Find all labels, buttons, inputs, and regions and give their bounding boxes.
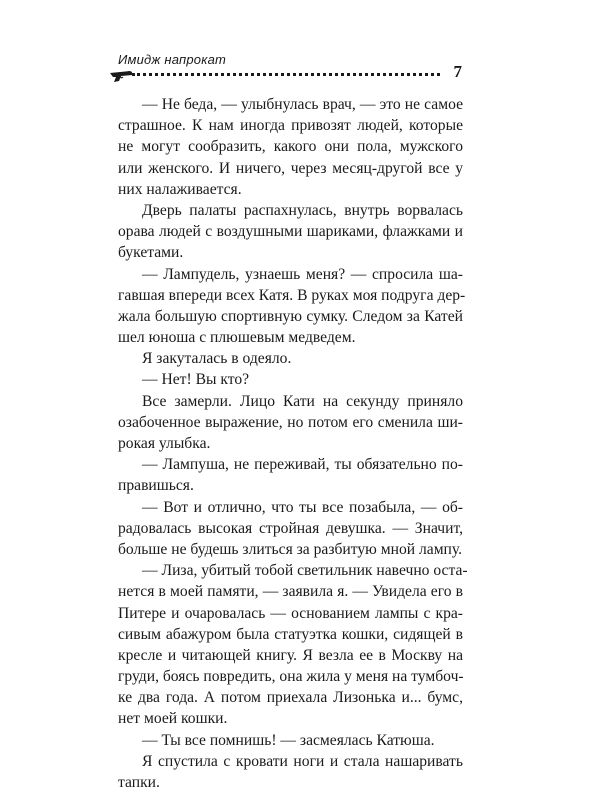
text-line: — Лампуша, не переживай, ты обязательно по-	[142, 456, 463, 474]
text-line: озабоченное выражение, но потом его сменила ши-	[118, 413, 463, 431]
text-line: — Лампудель, узнаешь меня? — спросила ша-	[142, 265, 463, 283]
text-line: Я спустила с кровати ноги и стала нашаривать	[142, 752, 463, 770]
dotted-rule	[132, 73, 440, 76]
text-line: ке два года. А потом приехала Лизонька и... бумс,	[118, 689, 463, 707]
text-line: букетами.	[118, 244, 184, 262]
text-line: не могут сообразить, какого они пола, мужского	[118, 138, 463, 156]
text-line: груди, боясь повредить, она жила у меня на тумбоч-	[118, 668, 464, 686]
text-line: шел юноша с плюшевым медведем.	[118, 329, 356, 347]
text-line: нется в моей памяти, — заявила я. — Увидела его в	[118, 583, 463, 601]
text-line: тапки.	[118, 774, 160, 791]
page-number: 7	[453, 62, 462, 81]
text-line: рокая улыбка.	[118, 435, 211, 452]
revolver-icon	[108, 67, 134, 83]
text-line: — Нет! Вы кто?	[142, 371, 250, 389]
page-header	[108, 52, 462, 88]
text-line: гавшая впереди всех Катя. В руках моя подруга дер-	[118, 286, 466, 304]
text-line: — Вот и отлично, что ты все позабыла, — об-	[142, 498, 463, 516]
text-line: кресле и читающей книгу. Я везла ее в Москву на	[118, 646, 463, 664]
text-line: орава людей с воздушными шариками, флажками и	[118, 223, 463, 241]
text-line: нет моей кошки.	[118, 710, 228, 728]
text-line: жала большую спортивную сумку. Следом за Катей	[118, 307, 463, 325]
text-line: или женского. И ничего, через месяц-другой все у	[118, 159, 463, 177]
body-text	[118, 94, 468, 793]
text-line: правишься.	[118, 477, 194, 495]
text-line: — Ты все помнишь! — засмеялась Катюша.	[142, 731, 435, 749]
text-line: радовалась высокая стройная девушка. — Значит,	[118, 519, 463, 537]
text-line: — Не беда, — улыбнулась врач, — это не самое	[142, 96, 463, 113]
text-line: них налаживается.	[118, 180, 242, 198]
text-line: — Лиза, убитый тобой светильник навечно оста-	[142, 562, 468, 580]
text-line: Я закуталась в одеяло.	[142, 350, 292, 368]
running-title: Имидж напрокат	[118, 52, 227, 67]
text-line: страшное. К нам иногда привозят людей, которые	[118, 117, 463, 135]
text-line: больше не будешь злиться за разбитую мной лампу.	[118, 540, 463, 558]
text-line: сивым абажуром была статуэтка кошки, сидящей в	[118, 625, 463, 643]
text-line: Все замерли. Лицо Кати на секунду приняло	[142, 392, 463, 410]
text-line: Дверь палаты распахнулась, внутрь ворвалась	[142, 201, 463, 219]
text-line: Питере и очаровалась — основанием лампы с кра-	[118, 604, 463, 622]
